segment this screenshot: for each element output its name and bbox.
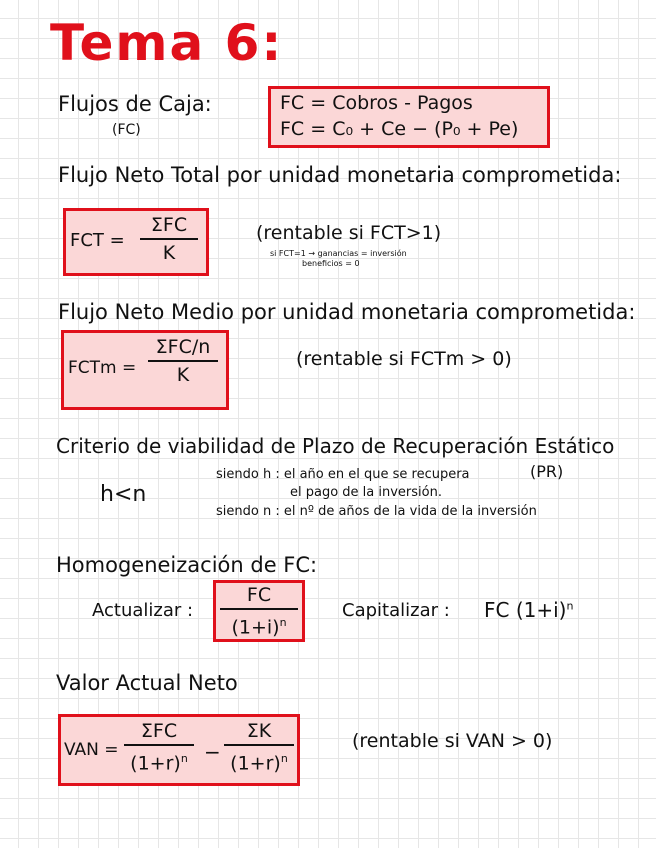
fct-lhs: FCT = bbox=[70, 230, 125, 251]
pr-note-n: siendo n : el nº de años de la vida de la inversión bbox=[216, 504, 537, 519]
van-numerator-2: ΣK bbox=[246, 720, 272, 742]
fct-numerator: ΣFC bbox=[150, 214, 188, 236]
fctm-numerator: ΣFC/n bbox=[155, 336, 211, 358]
capitalizar-label: Capitalizar : bbox=[342, 600, 450, 621]
fraction-bar bbox=[124, 744, 194, 746]
fraction-bar bbox=[140, 238, 198, 240]
actualizar-denominator bbox=[231, 612, 286, 638]
actualizar-label: Actualizar : bbox=[92, 600, 194, 621]
pr-heading: Criterio de viabilidad de Plazo de Recuperación Estático bbox=[56, 434, 615, 458]
van-fraction-2 bbox=[224, 720, 294, 774]
van-exponent-2: n bbox=[280, 752, 288, 765]
van-exponent-1: n bbox=[180, 752, 188, 765]
van-rentable: (rentable si VAN > 0) bbox=[352, 730, 553, 752]
fraction-bar bbox=[148, 360, 218, 362]
van-den-2-base: (1+r) bbox=[230, 752, 281, 775]
pr-abbr: (PR) bbox=[530, 462, 564, 481]
flujos-abbr: (FC) bbox=[112, 122, 141, 138]
van-fraction-1 bbox=[124, 720, 194, 774]
fct-fraction bbox=[140, 214, 198, 264]
capitalizar-exponent: n bbox=[566, 599, 574, 613]
van-minus: − bbox=[204, 740, 221, 764]
van-numerator-1: ΣFC bbox=[140, 720, 178, 742]
capitalizar-base: FC (1+i) bbox=[484, 598, 567, 622]
fraction-bar bbox=[220, 608, 298, 610]
fct-denominator: K bbox=[162, 242, 176, 264]
pr-note-h-2: el pago de la inversión. bbox=[290, 485, 442, 500]
capitalizar-expression bbox=[484, 598, 573, 622]
actualizar-fraction bbox=[220, 584, 298, 638]
actualizar-exponent: n bbox=[279, 616, 287, 629]
van-den-1-base: (1+r) bbox=[130, 752, 181, 775]
flujos-label: Flujos de Caja: bbox=[58, 92, 212, 116]
fctm-lhs: FCTm = bbox=[68, 358, 137, 378]
fctm-rentable: (rentable si FCTm > 0) bbox=[296, 348, 512, 370]
fctm-fraction bbox=[148, 336, 218, 386]
page-title: Tema 6: bbox=[50, 14, 284, 72]
fct-heading: Flujo Neto Total por unidad monetaria comprometida: bbox=[58, 163, 622, 187]
van-denominator-2 bbox=[230, 748, 288, 774]
homog-heading: Homogeneización de FC: bbox=[56, 553, 318, 577]
fct-rentable: (rentable si FCT>1) bbox=[256, 222, 442, 244]
fctm-denominator: K bbox=[176, 364, 190, 386]
pr-note-h-1: siendo h : el año en el que se recupera bbox=[216, 467, 470, 482]
van-lhs: VAN = bbox=[64, 740, 119, 760]
fct-note-2: beneficios = 0 bbox=[302, 259, 360, 268]
actualizar-den-base: (1+i) bbox=[231, 616, 280, 639]
van-denominator-1 bbox=[130, 748, 188, 774]
flujos-formula-2: FC = C₀ + Ce − (P₀ + Pe) bbox=[280, 118, 519, 140]
flujos-formula-1: FC = Cobros - Pagos bbox=[280, 92, 473, 114]
actualizar-numerator: FC bbox=[246, 584, 272, 606]
fraction-bar bbox=[224, 744, 294, 746]
pr-inequality: h<n bbox=[100, 482, 147, 507]
van-heading: Valor Actual Neto bbox=[56, 671, 238, 695]
fctm-heading: Flujo Neto Medio por unidad monetaria comprometida: bbox=[58, 300, 636, 324]
fct-note-1: si FCT=1 → ganancias = inversión bbox=[270, 249, 407, 258]
